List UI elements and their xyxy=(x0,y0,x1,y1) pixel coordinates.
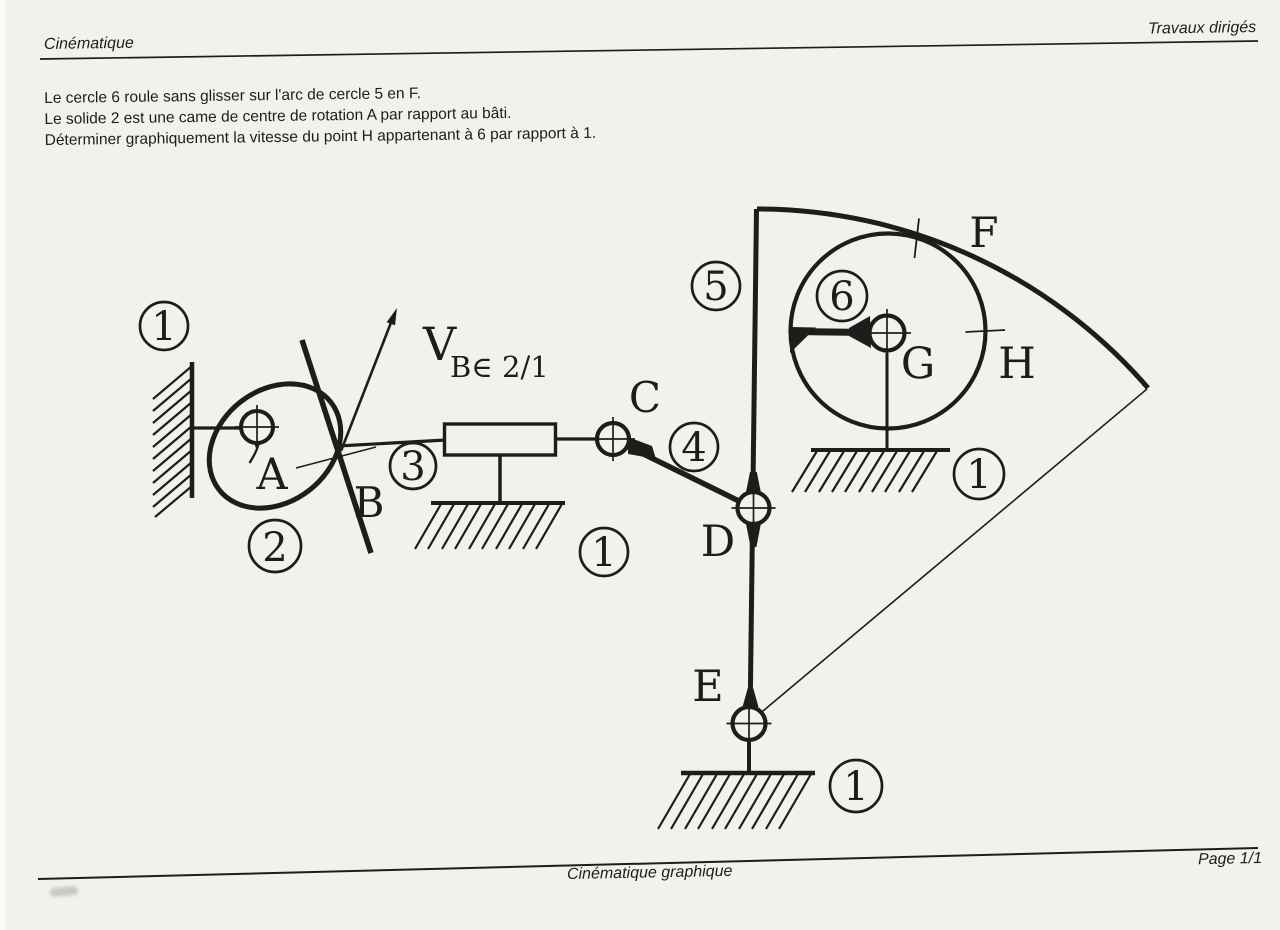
link4-flare xyxy=(628,437,656,459)
label-point-c: C xyxy=(628,373,662,422)
svg-text:5: 5 xyxy=(703,264,729,310)
label-point-g: G xyxy=(900,339,936,389)
wheel-ground-hatching xyxy=(792,451,937,492)
header-doc-type: Travaux dirigés xyxy=(1147,19,1257,38)
svg-text:4: 4 xyxy=(681,425,707,471)
header-rule xyxy=(40,41,1258,59)
bar5-flare-above-e xyxy=(743,688,759,707)
svg-text:3: 3 xyxy=(400,444,426,490)
part-number-frame xyxy=(140,302,188,350)
svg-text:1: 1 xyxy=(843,764,869,810)
arrowhead xyxy=(387,308,397,325)
velocity-label xyxy=(422,317,549,384)
wall-hatching xyxy=(153,366,192,517)
pivot-d xyxy=(732,486,776,530)
svg-text:6: 6 xyxy=(829,274,855,320)
footer-doc-title: Cinématique graphique xyxy=(566,862,733,883)
label-point-d: D xyxy=(700,517,736,567)
part-number-cam xyxy=(249,520,301,572)
slider-ground-hatching xyxy=(415,504,562,549)
point-h-tick xyxy=(966,330,1006,332)
ground-label-bottom xyxy=(830,760,882,812)
ground-label-wheel xyxy=(954,449,1004,499)
svg-text:1: 1 xyxy=(591,530,617,576)
label-point-h: H xyxy=(998,339,1036,389)
velocity-symbol: V xyxy=(423,317,457,371)
svg-text:2: 2 xyxy=(262,525,288,571)
part-number-link xyxy=(670,423,718,471)
label-point-a: A xyxy=(256,450,288,500)
rod-b-to-slider xyxy=(338,440,446,446)
problem-line-1: Le cercle 6 roule sans glisser sur l'arc de cercle 5 en F. xyxy=(44,85,422,107)
arc5 xyxy=(757,209,1148,388)
label-point-f: F xyxy=(969,208,999,257)
bar5-vertical xyxy=(750,209,757,722)
svg-text:1: 1 xyxy=(151,304,177,350)
part-number-sector xyxy=(692,262,740,310)
ground-label-slider xyxy=(580,528,628,576)
spoke-wedge-left xyxy=(790,327,816,353)
velocity-vector xyxy=(341,308,397,451)
part-number-rod xyxy=(390,443,436,490)
sector-radius-line xyxy=(751,389,1147,721)
e-ground-hatching xyxy=(658,774,811,829)
slider-block xyxy=(445,424,556,455)
pivot-e xyxy=(727,701,772,746)
footer-page-number: Page 1/1 xyxy=(1197,850,1263,869)
header-section-title: Cinématique xyxy=(43,34,134,53)
problem-line-3: Déterminer graphiquement la vitesse du point H appartenant à 6 par rapport à 1. xyxy=(44,124,597,149)
velocity-subscript: B∈ 2/1 xyxy=(450,350,549,384)
problem-line-2: Le solide 2 est une came de centre de rotation A par rapport au bâti. xyxy=(44,104,512,128)
label-point-b: B xyxy=(353,478,385,527)
svg-text:1: 1 xyxy=(966,452,992,498)
label-point-e: E xyxy=(692,662,724,712)
pivot-c xyxy=(591,417,635,461)
part-number-wheel xyxy=(817,271,867,321)
